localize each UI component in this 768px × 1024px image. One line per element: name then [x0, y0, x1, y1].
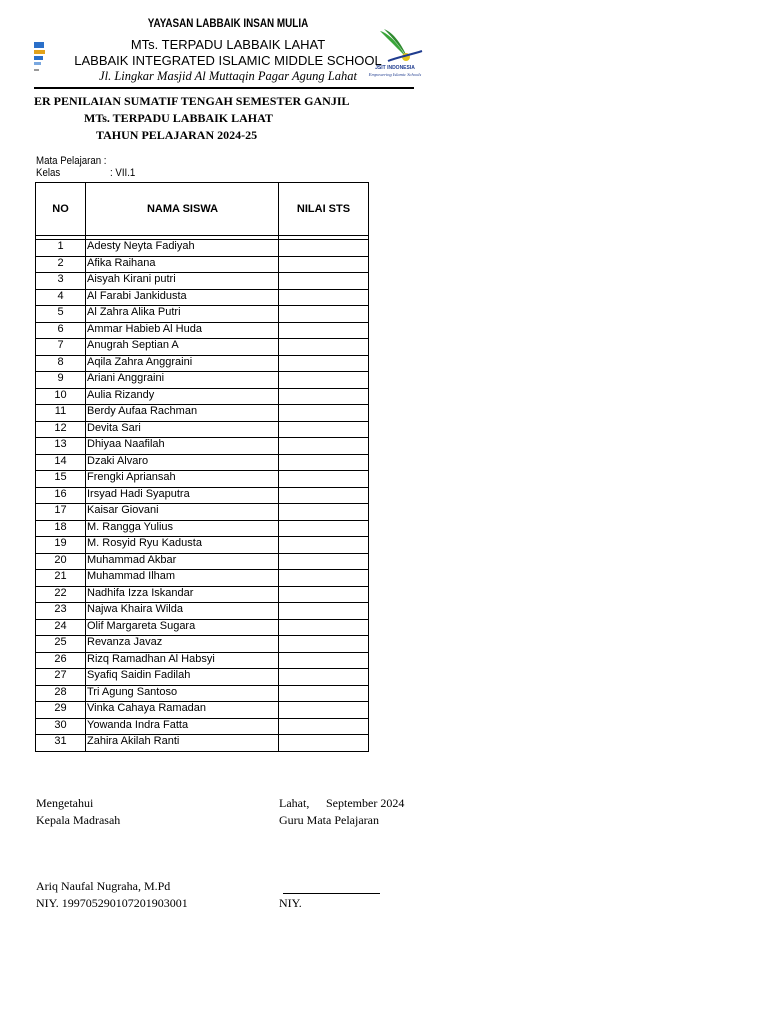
student-name: Yowanda Indra Fatta: [86, 718, 279, 735]
student-name: Frengki Apriansah: [86, 471, 279, 488]
jsit-logo: [358, 27, 432, 83]
table-row: [36, 652, 369, 669]
table-row: [36, 537, 369, 554]
table-row: [36, 471, 369, 488]
class-value: : VII.1: [110, 167, 136, 179]
student-name: Ammar Habieb Al Huda: [86, 322, 279, 339]
row-number: 6: [36, 322, 86, 339]
score-cell: [279, 322, 369, 339]
row-number: 28: [36, 685, 86, 702]
student-name: Nadhifa Izza Iskandar: [86, 586, 279, 603]
row-number: 14: [36, 454, 86, 471]
headmaster-name: Ariq Naufal Nugraha, M.Pd: [36, 879, 171, 893]
student-name: Olif Margareta Sugara: [86, 619, 279, 636]
subject-label: Mata Pelajaran :: [36, 155, 107, 167]
table-row: [36, 553, 369, 570]
student-name: Anugrah Septian A: [86, 339, 279, 356]
row-number: 18: [36, 520, 86, 537]
score-cell: [279, 388, 369, 405]
student-name: Kaisar Giovani: [86, 504, 279, 521]
document-title-line-2: MTs. TERPADU LABBAIK LAHAT: [84, 111, 273, 125]
student-name: Berdy Aufaa Rachman: [86, 405, 279, 422]
teacher-signature-line: [283, 893, 380, 894]
student-name: Al Zahra Alika Putri: [86, 306, 279, 323]
table-row: [36, 520, 369, 537]
table-row: [36, 306, 369, 323]
score-cell: [279, 586, 369, 603]
row-number: 3: [36, 273, 86, 290]
table-row: [36, 421, 369, 438]
school-address: Jl. Lingkar Masjid Al Muttaqin Pagar Agung Lahat: [99, 69, 357, 83]
score-cell: [279, 636, 369, 653]
table-row: [36, 438, 369, 455]
student-name: Rizq Ramadhan Al Habsyi: [86, 652, 279, 669]
table-row: [36, 702, 369, 719]
teacher-niy: NIY.: [279, 896, 302, 910]
score-cell: [279, 537, 369, 554]
row-number: 16: [36, 487, 86, 504]
table-row: [36, 586, 369, 603]
score-cell: [279, 454, 369, 471]
student-name: Aulia Rizandy: [86, 388, 279, 405]
row-number: 17: [36, 504, 86, 521]
row-number: 5: [36, 306, 86, 323]
jsit-logo-title: JSIT INDONESIA: [375, 65, 415, 71]
row-number: 24: [36, 619, 86, 636]
signing-place: Lahat,: [279, 796, 310, 810]
school-name: MTs. TERPADU LABBAIK LAHAT: [130, 37, 326, 52]
table-row: [36, 685, 369, 702]
grade-table: [35, 182, 369, 752]
table-row: [36, 339, 369, 356]
table-header-row: [36, 183, 369, 236]
table-row: [36, 504, 369, 521]
score-cell: [279, 289, 369, 306]
student-name: Zahira Akilah Ranti: [86, 735, 279, 752]
student-name: Devita Sari: [86, 421, 279, 438]
table-row: [36, 735, 369, 752]
student-name: Aisyah Kirani putri: [86, 273, 279, 290]
row-number: 20: [36, 553, 86, 570]
score-cell: [279, 273, 369, 290]
letterhead-divider: [34, 87, 414, 89]
table-row: [36, 273, 369, 290]
header-no: NO: [36, 183, 86, 236]
table-row: [36, 405, 369, 422]
score-cell: [279, 570, 369, 587]
acknowledged-label: Mengetahui: [36, 796, 94, 810]
score-cell: [279, 619, 369, 636]
score-cell: [279, 306, 369, 323]
header-student-name: NAMA SISWA: [86, 183, 279, 236]
table-row: [36, 636, 369, 653]
jsit-logo-subtitle: Empowering Islamic Schools: [368, 72, 422, 77]
table-row: [36, 240, 369, 257]
student-name: Adesty Neyta Fadiyah: [86, 240, 279, 257]
score-cell: [279, 240, 369, 257]
row-number: 22: [36, 586, 86, 603]
score-cell: [279, 421, 369, 438]
score-cell: [279, 405, 369, 422]
table-row: [36, 487, 369, 504]
row-number: 8: [36, 355, 86, 372]
signing-date: September 2024: [326, 796, 405, 810]
score-cell: [279, 718, 369, 735]
score-cell: [279, 603, 369, 620]
score-cell: [279, 702, 369, 719]
row-number: 21: [36, 570, 86, 587]
score-cell: [279, 339, 369, 356]
student-name: Muhammad Akbar: [86, 553, 279, 570]
document-title-line-1: ER PENILAIAN SUMATIF TENGAH SEMESTER GANJIL: [34, 94, 350, 108]
score-cell: [279, 520, 369, 537]
score-cell: [279, 355, 369, 372]
row-number: 31: [36, 735, 86, 752]
row-number: 7: [36, 339, 86, 356]
headmaster-niy: NIY. 199705290107201903001: [36, 896, 188, 910]
teacher-title: Guru Mata Pelajaran: [279, 813, 379, 827]
row-number: 10: [36, 388, 86, 405]
row-number: 4: [36, 289, 86, 306]
table-row: [36, 388, 369, 405]
score-cell: [279, 471, 369, 488]
score-cell: [279, 652, 369, 669]
student-name: Vinka Cahaya Ramadan: [86, 702, 279, 719]
table-row: [36, 256, 369, 273]
table-row: [36, 669, 369, 686]
table-row: [36, 454, 369, 471]
headmaster-title: Kepala Madrasah: [36, 813, 121, 827]
row-number: 25: [36, 636, 86, 653]
table-row: [36, 322, 369, 339]
table-row: [36, 718, 369, 735]
foundation-name: YAYASAN LABBAIK INSAN MULIA: [147, 18, 309, 30]
table-row: [36, 603, 369, 620]
grade-table-body: [36, 240, 369, 752]
row-number: 29: [36, 702, 86, 719]
student-name: Irsyad Hadi Syaputra: [86, 487, 279, 504]
score-cell: [279, 504, 369, 521]
row-number: 12: [36, 421, 86, 438]
row-number: 30: [36, 718, 86, 735]
row-number: 15: [36, 471, 86, 488]
student-name: Aqila Zahra Anggraini: [86, 355, 279, 372]
table-row: [36, 355, 369, 372]
student-name: Najwa Khaira Wilda: [86, 603, 279, 620]
score-cell: [279, 487, 369, 504]
score-cell: [279, 372, 369, 389]
student-name: Dhiyaa Naafilah: [86, 438, 279, 455]
class-label: Kelas: [36, 167, 61, 179]
student-name: Tri Agung Santoso: [86, 685, 279, 702]
student-name: Al Farabi Jankidusta: [86, 289, 279, 306]
row-number: 19: [36, 537, 86, 554]
student-name: Dzaki Alvaro: [86, 454, 279, 471]
table-row: [36, 372, 369, 389]
score-cell: [279, 553, 369, 570]
student-name: M. Rangga Yulius: [86, 520, 279, 537]
student-name: Syafiq Saidin Fadilah: [86, 669, 279, 686]
row-number: 11: [36, 405, 86, 422]
score-cell: [279, 438, 369, 455]
row-number: 13: [36, 438, 86, 455]
row-number: 2: [36, 256, 86, 273]
score-cell: [279, 685, 369, 702]
header-score: NILAI STS: [279, 183, 369, 236]
student-name: Ariani Anggraini: [86, 372, 279, 389]
school-name-english: LABBAIK INTEGRATED ISLAMIC MIDDLE SCHOOL: [74, 53, 382, 68]
document-title-line-3: TAHUN PELAJARAN 2024-25: [96, 128, 258, 142]
row-number: 1: [36, 240, 86, 257]
student-name: M. Rosyid Ryu Kadusta: [86, 537, 279, 554]
row-number: 9: [36, 372, 86, 389]
student-name: Revanza Javaz: [86, 636, 279, 653]
row-number: 23: [36, 603, 86, 620]
student-name: Afika Raihana: [86, 256, 279, 273]
score-cell: [279, 669, 369, 686]
table-row: [36, 619, 369, 636]
table-row: [36, 570, 369, 587]
row-number: 27: [36, 669, 86, 686]
student-name: Muhammad Ilham: [86, 570, 279, 587]
score-cell: [279, 735, 369, 752]
row-number: 26: [36, 652, 86, 669]
table-row: [36, 289, 369, 306]
score-cell: [279, 256, 369, 273]
